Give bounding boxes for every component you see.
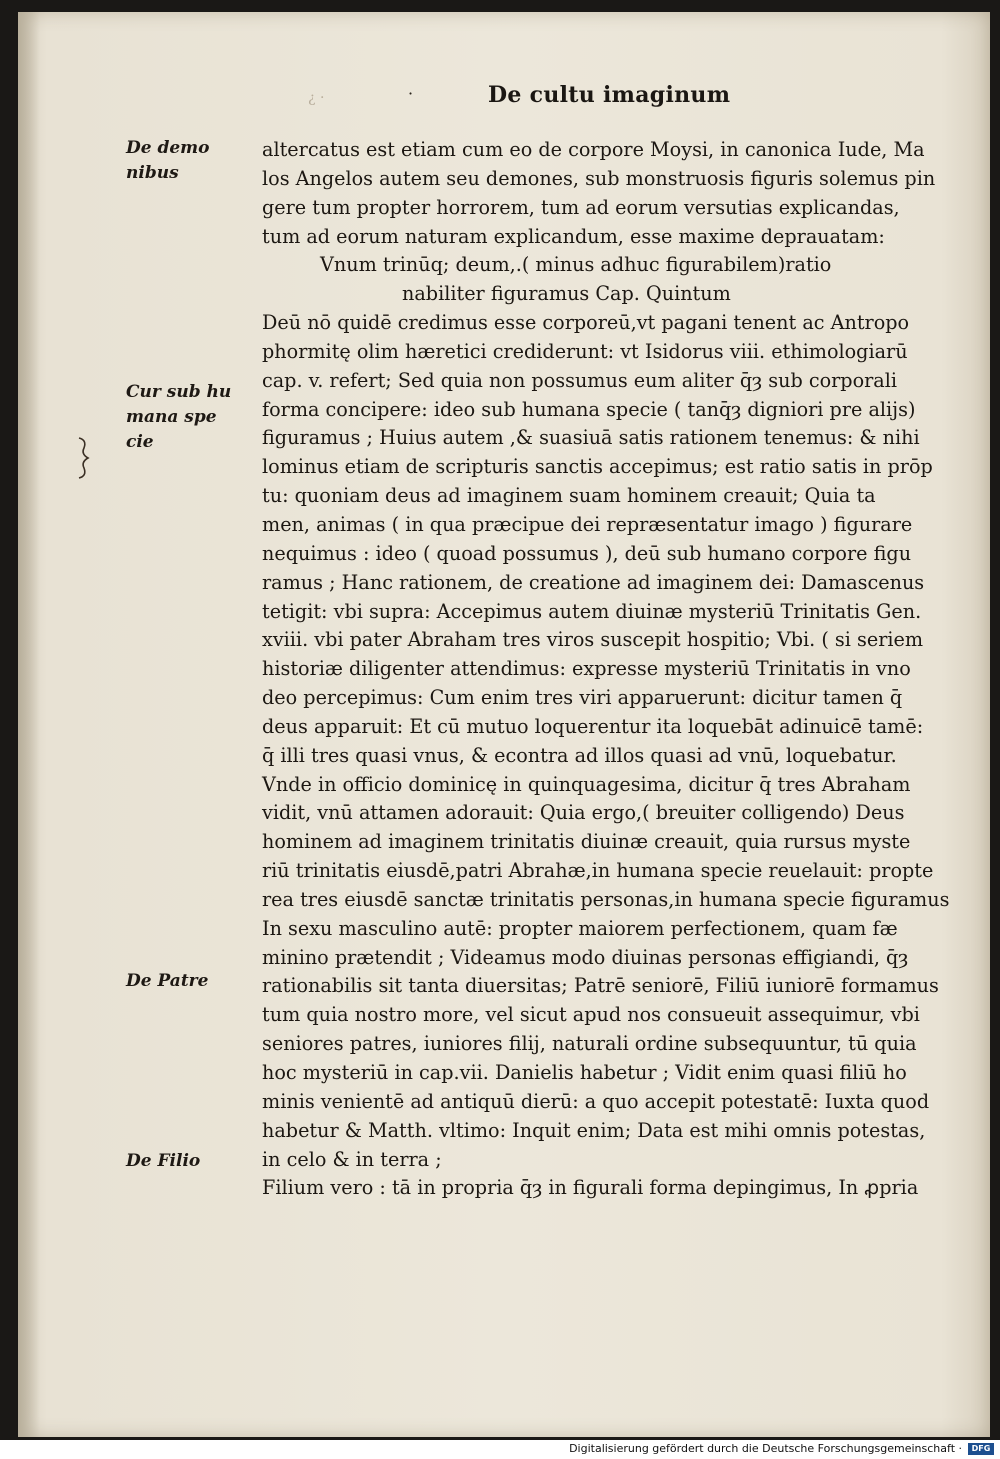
page-gutter-shadow bbox=[18, 12, 40, 1437]
faint-header-mark: ¿ · bbox=[308, 90, 325, 106]
text-line: rationabilis sit tanta diuersitas; Patrē seniorē, Filiū iuniorē formamus bbox=[262, 974, 939, 998]
chapter-heading-line: nabiliter figuramus Cap. Quintum bbox=[402, 282, 731, 306]
text-line: ramus ; Hanc rationem, de creatione ad imaginem dei: Damascenus bbox=[262, 570, 925, 594]
text-line: in celo & in terra ; bbox=[262, 1147, 442, 1171]
text-line: habetur & Matth. vltimo: Inquit enim; Data est mihi omnis potestas, bbox=[262, 1118, 926, 1142]
dfg-logo: DFG bbox=[968, 1443, 994, 1455]
text-line: gere tum propter horrorem, tum ad eorum versutias explicandas, bbox=[262, 195, 900, 219]
text-line: forma concipere: ideo sub humana specie ( tanq̄ȝ digniori pre alijs) bbox=[262, 397, 916, 421]
marginal-note-de-filio: De Filio bbox=[126, 1151, 201, 1171]
text-line: riū trinitatis eiusdē,patri Abrahæ,in humana specie reuelauit: propte bbox=[262, 859, 934, 883]
text-line: tetigit: vbi supra: Accepimus autem diuinæ mysteriū Trinitatis Gen. bbox=[262, 599, 922, 623]
text-line: deus apparuit: Et cū mutuo loquerentur ita loquebāt adinuicē tamē: bbox=[262, 714, 924, 738]
chapter-heading-line: Vnum trinūq; deum,.( minus adhuc figurabilem)ratio bbox=[320, 253, 832, 277]
text-line: minis venientē ad antiquū dierū: a quo accepit potestatē: Iuxta quod bbox=[262, 1089, 930, 1113]
marginal-note-de-patre: De Patre bbox=[126, 971, 209, 991]
text-line: historiæ diligenter attendimus: expresse mysteriū Trinitatis in vno bbox=[262, 657, 911, 681]
text-line: men, animas ( in qua præcipue dei repræsentatur imago ) figurare bbox=[262, 512, 913, 536]
handwritten-bracket-mark bbox=[76, 436, 90, 480]
text-line: hominem ad imaginem trinitatis diuinæ creauit, quia rursus myste bbox=[262, 830, 911, 854]
text-line: Vnde in officio dominicę in quinquagesima, dicitur q̄ tres Abraham bbox=[262, 772, 911, 796]
text-line: Filium vero : tā in propria q̄ȝ in figurali forma depingimus, In ꝓpria bbox=[262, 1176, 919, 1200]
text-line: rea tres eiusdē sanctæ trinitatis personas,in humana specie figuramus bbox=[262, 887, 950, 911]
book-page bbox=[18, 12, 990, 1437]
marginal-note-de-demonibus: De demo nibus bbox=[126, 138, 210, 183]
text-line: tu: quoniam deus ad imaginem suam hominem creauit; Quia ta bbox=[262, 484, 876, 508]
text-line: xviii. vbi pater Abraham tres viros suscepit hospitio; Vbi. ( si seriem bbox=[262, 628, 924, 652]
text-line: In sexu masculino autē: propter maiorem perfectionem, quam fæ bbox=[262, 916, 898, 940]
main-text-block bbox=[262, 136, 974, 1203]
text-line: phormitę olim hæretici crediderunt: vt Isidorus viii. ethimologiarū bbox=[262, 339, 908, 363]
text-line: nequimus : ideo ( quoad possumus ), deū sub humano corpore figu bbox=[262, 541, 912, 565]
text-line: tum ad eorum naturam explicandum, esse maxime deprauatam: bbox=[262, 224, 885, 248]
text-line: lominus etiam de scripturis sanctis accepimus; est ratio satis in prōp bbox=[262, 455, 933, 479]
digitization-footer bbox=[0, 1440, 1000, 1459]
text-line: tum quia nostro more, vel sicut apud nos consueuit assequimur, vbi bbox=[262, 1003, 920, 1027]
text-line: Deū nō quidē credimus esse corporeū,vt pagani tenent ac Antropo bbox=[262, 311, 910, 335]
text-line: altercatus est etiam cum eo de corpore Moysi, in canonica Iude, Ma bbox=[262, 138, 925, 161]
text-line: los Angelos autem seu demones, sub monstruosis figuris solemus pin bbox=[262, 166, 936, 190]
funding-credit: Digitalisierung gefördert durch die Deutsche Forschungsgemeinschaft · bbox=[569, 1442, 962, 1455]
header-dot-mark: · bbox=[408, 84, 414, 103]
marginal-note-cur-sub-humana-specie: Cur sub hu mana spe cie bbox=[126, 382, 232, 452]
running-title: De cultu imaginum bbox=[488, 82, 731, 108]
text-line: q̄ illi tres quasi vnus, & econtra ad illos quasi ad vnū, loquebatur. bbox=[262, 743, 897, 767]
text-line: vidit, vnū attamen adorauit: Quia ergo,( breuiter colligendo) Deus bbox=[262, 801, 905, 825]
text-line: hoc mysteriū in cap.vii. Danielis habetur ; Vidit enim quasi filiū ho bbox=[262, 1061, 907, 1084]
text-line: minino prætendit ; Videamus modo diuinas personas effigiandi, q̄ȝ bbox=[262, 945, 909, 969]
text-line: deo percepimus: Cum enim tres viri apparuerunt: dicitur tamen q̄ bbox=[262, 686, 903, 710]
text-line: figuramus ; Huius autem ,& suasiuā satis rationem tenemus: & nihi bbox=[262, 426, 920, 450]
text-line: cap. v. refert; Sed quia non possumus eum aliter q̄ȝ sub corporali bbox=[262, 368, 898, 392]
text-line: seniores patres, iuniores filij, naturali ordine subsequuntur, tū quia bbox=[262, 1032, 917, 1056]
